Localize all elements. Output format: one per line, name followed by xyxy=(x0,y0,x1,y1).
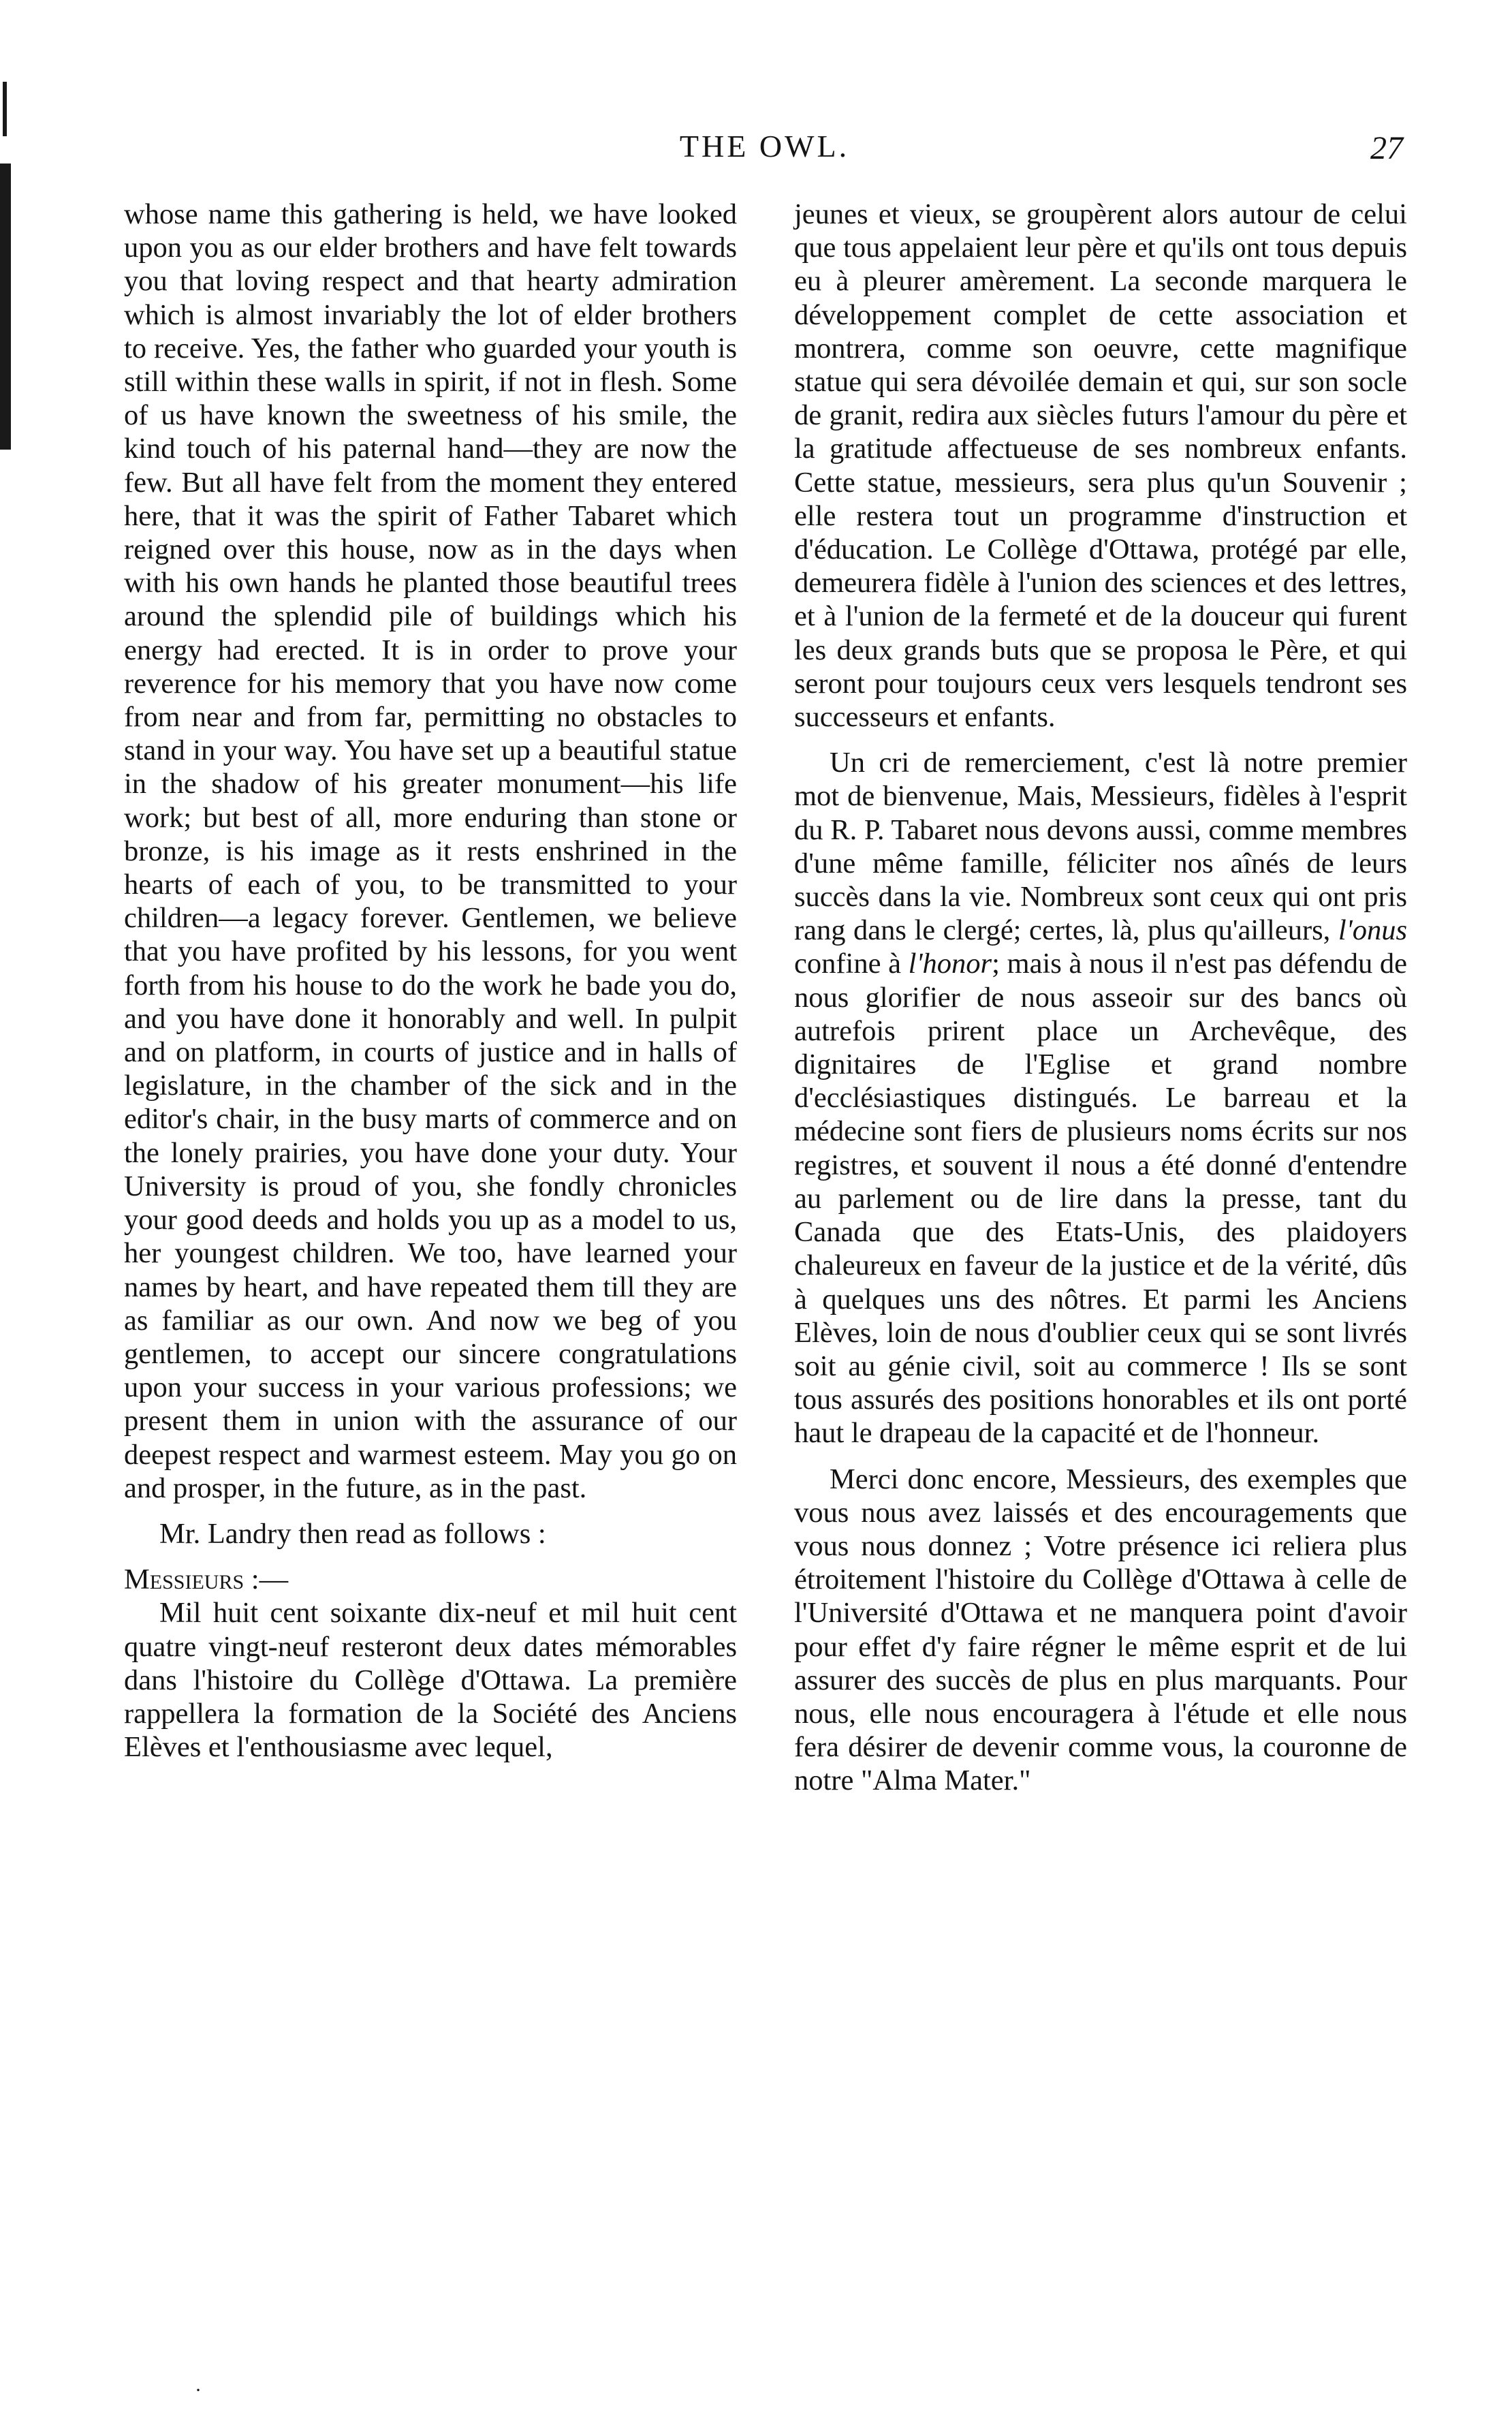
left-paragraph-3: Mil huit cent soixante dix-neuf et mil huit cent quatre vingt-neuf resteront deux dates mémorables dans l'histoire du Collège d'Ottawa. La première rappellera la formation de la Société des Anciens Elèves et l'enthousiasme avec lequel, xyxy=(124,1597,737,1764)
footer-mark: · xyxy=(195,2379,202,2401)
left-paragraph-1: whose name this gathering is held, we have looked upon you as our elder brothers and have felt towards you that loving respect and that hearty admiration which is almost invariably the lot of elder brothers to receive. Yes, the father who guarded your youth is still within these walls in spirit, if not in flesh. Some of us have known the sweetness of his smile, the kind touch of his paternal hand—they are now the few. But all have felt from the moment they entered here, that it was the spirit of Father Tabaret which reigned over this house, now as in the days when with his own hands he planted those beautiful trees around the splendid pile of buildings which his energy had erected. It is in order to prove your reverence for his memory that you have now come from near and from far, permitting no obstacles to stand in your way. You have set up a beautiful statue in the shadow of his greater monument—his life work; but best of all, more enduring than stone or bronze, is his image as it rests enshrined in the hearts of each of you, to be transmitted to your children—a legacy forever. Gentlemen, we believe that you have profited by his lessons, for you went forth from his house to do the work he bade you do, and you have done it honorably and well. In pulpit and on platform, in courts of justice and in halls of legislature, in the chamber of the sick and in the editor's chair, in the busy marts of commerce and on the lonely prairies, you have done your duty. Your University is proud of you, she fondly chronicles your good deeds and holds you up as a model to us, her youngest children. We too, have learned your names by heart, and have repeated them till they are as familiar as our own. And now we beg of you gentlemen, to accept our sincere congratulations upon your success in your various professions; we present them in union with the assurance of our deepest respect and warmest esteem. May you go on and prosper, in the future, as in the past. xyxy=(124,198,737,1504)
right-paragraph-3: Merci donc encore, Messieurs, des exemples que vous nous avez laissés et des encouragements que vous nous donnez ; Votre présence ici reliera plus étroitement l'histoire du Collège d'Ottawa à celle de l'Université d'Ottawa et ne manquera point d'avoir pour effet d'y faire régner le même esprit et de lui assurer des succès de plus en plus marquants. Pour nous, elle nous encouragera à l'étude et elle nous fera désirer de devenir comme vous, la couronne de notre "Alma Mater." xyxy=(794,1463,1407,1797)
right-paragraph-1: jeunes et vieux, se groupèrent alors autour de celui que tous appelaient leur père et qu'ils ont tous depuis eu à pleurer amèrement. La seconde marquera le développement complet de cette association et montrera, comme son oeuvre, cette magnifique statue qui sera dévoilée demain et qui, sur son socle de granit, redira aux siècles futurs l'amour du père et la gratitude affectueuse de ses nombreux enfants. Cette statue, messieurs, sera plus qu'un Souvenir ; elle restera tout un programme d'instruction et d'éducation. Le Collège d'Ottawa, protégé par elle, demeurera fidèle à l'union des sciences et des lettres, et à l'union de la fermeté et de la douceur qui furent les deux grands buts que se proposa le Père, et qui seront pour toujours ceux vers lesquels tendront ses successeurs et enfants. xyxy=(794,198,1407,734)
left-paragraph-2: Mr. Landry then read as follows : xyxy=(159,1517,546,1550)
right-paragraph-2-part-1: Un cri de remerciement, c'est là notre premier mot de bienvenue, Mais, Messieurs, fidèles à l'esprit du R. P. Tabaret nous devons aussi, comme membres d'une même famille, féliciter nos aînés de leurs succès dans la vie. Nombreux sont ceux qui ont pris rang dans le clergé; certes, là, plus qu'ailleurs, xyxy=(794,747,1407,947)
right-column xyxy=(794,198,1407,1798)
page-header xyxy=(126,121,1403,176)
binding-edge-mark xyxy=(3,82,7,136)
left-column xyxy=(124,198,737,1764)
right-paragraph-2 xyxy=(794,746,1407,1450)
binding-edge-shadow xyxy=(0,163,11,450)
right-paragraph-2-part-3: ; mais à nous il n'est pas défendu de nous glorifier de nous asseoir sur des bancs où autrefois prirent place un Archevêque, des dignitaires de l'Eglise et grand nombre d'ecclésiastiques distingués. Le barreau et la médecine sont fiers de plusieurs noms écrits sur nos registres, et souvent il nous a été donné d'entendre au parlement ou de lire dans la presse, tant du Canada que des Etats-Unis, des plaidoyers chaleureux en faveur de la justice et de la vérité, dûs à quelques uns des nôtres. Et parmi les Anciens Elèves, loin de nous d'oublier ceux qui se sont livrés soit au génie civil, soit au commerce ! Ils se sont tous assurés des positions honorables et ils ont porté haut le drapeau de la capacité et de l'honneur. xyxy=(794,948,1407,1450)
honor-italic: l'honor xyxy=(908,948,992,980)
page-number: 27 xyxy=(1370,130,1403,166)
right-paragraph-2-part-2: confine à xyxy=(794,948,909,980)
salutation: Messieurs :— xyxy=(124,1563,289,1596)
onus-italic: l'onus xyxy=(1338,914,1407,947)
running-title: THE OWL. xyxy=(679,129,850,163)
